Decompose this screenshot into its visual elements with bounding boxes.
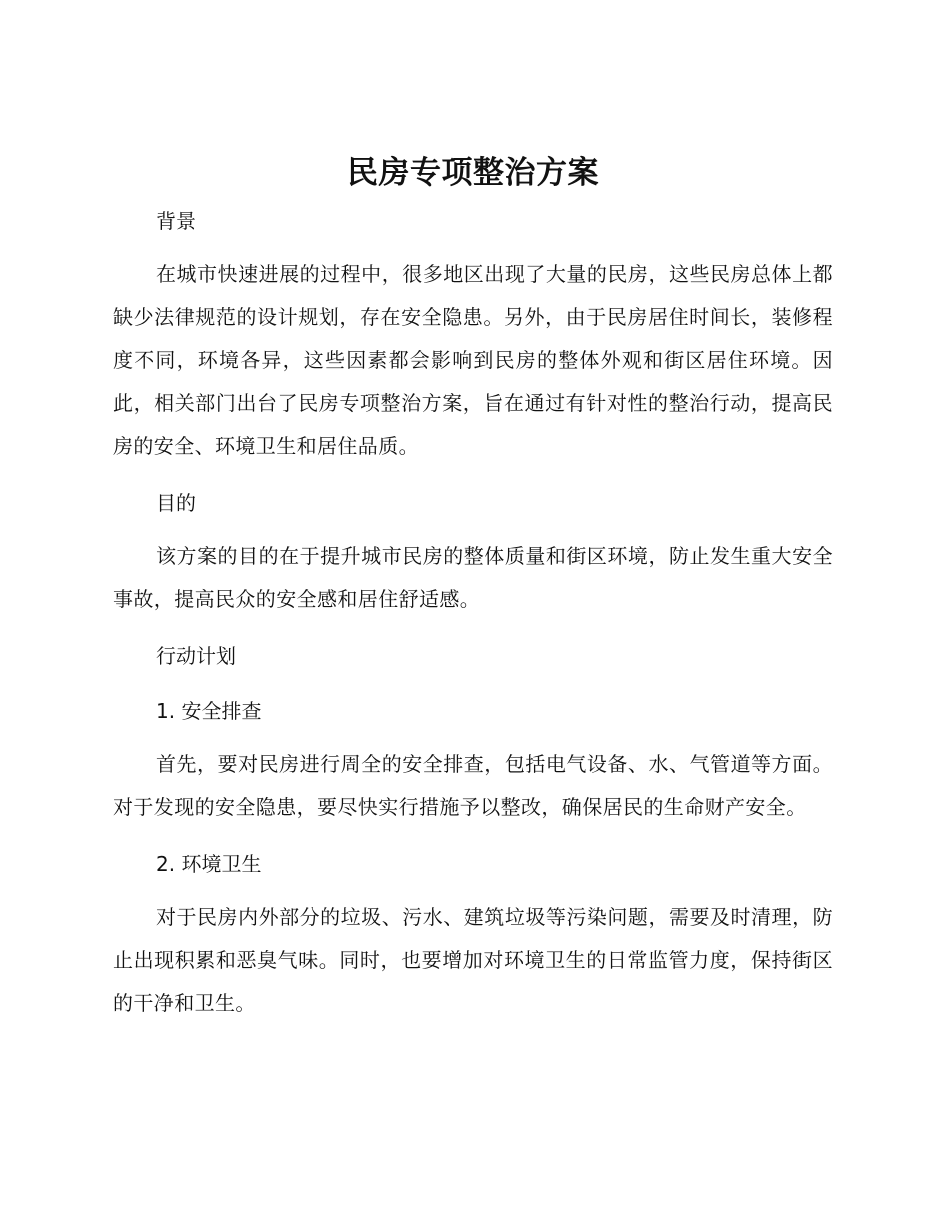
document-title: 民房专项整治方案 xyxy=(347,155,599,191)
document-content xyxy=(113,148,833,1025)
section-body-purpose: 该方案的目的在于提升城市民房的整体质量和街区环境，防止发生重大安全事故，提高民众的安全感和居住舒适感。 xyxy=(113,544,833,611)
section-heading-action-plan: 行动计划 xyxy=(156,644,236,668)
subsection-body-environment: 对于民房内外部分的垃圾、污水、建筑垃圾等污染问题，需要及时清理，防止出现积累和恶臭气味。同时，也要增加对环境卫生的日常监管力度，保持街区的干净和卫生。 xyxy=(113,905,833,1015)
subsection-heading-safety-check: 1. 安全排查 xyxy=(156,699,262,723)
subsection-body-safety-check: 首先，要对民房进行周全的安全排查，包括电气设备、水、气管道等方面。对于发现的安全隐患，要尽快实行措施予以整改，确保居民的生命财产安全。 xyxy=(113,752,833,819)
subsection-heading-environment: 2. 环境卫生 xyxy=(156,852,262,876)
section-heading-background: 背景 xyxy=(156,209,196,233)
section-body-background: 在城市快速进展的过程中，很多地区出现了大量的民房，这些民房总体上都缺少法律规范的设计规划，存在安全隐患。另外，由于民房居住时间长，装修程度不同，环境各异，这些因素都会影响到民房的整体外观和街区居住环境。因此，相关部门出台了民房专项整治方案，旨在通过有针对性的整治行动，提高民房的安全、环境卫生和居住品质。 xyxy=(113,262,833,458)
section-heading-purpose: 目的 xyxy=(156,491,196,515)
